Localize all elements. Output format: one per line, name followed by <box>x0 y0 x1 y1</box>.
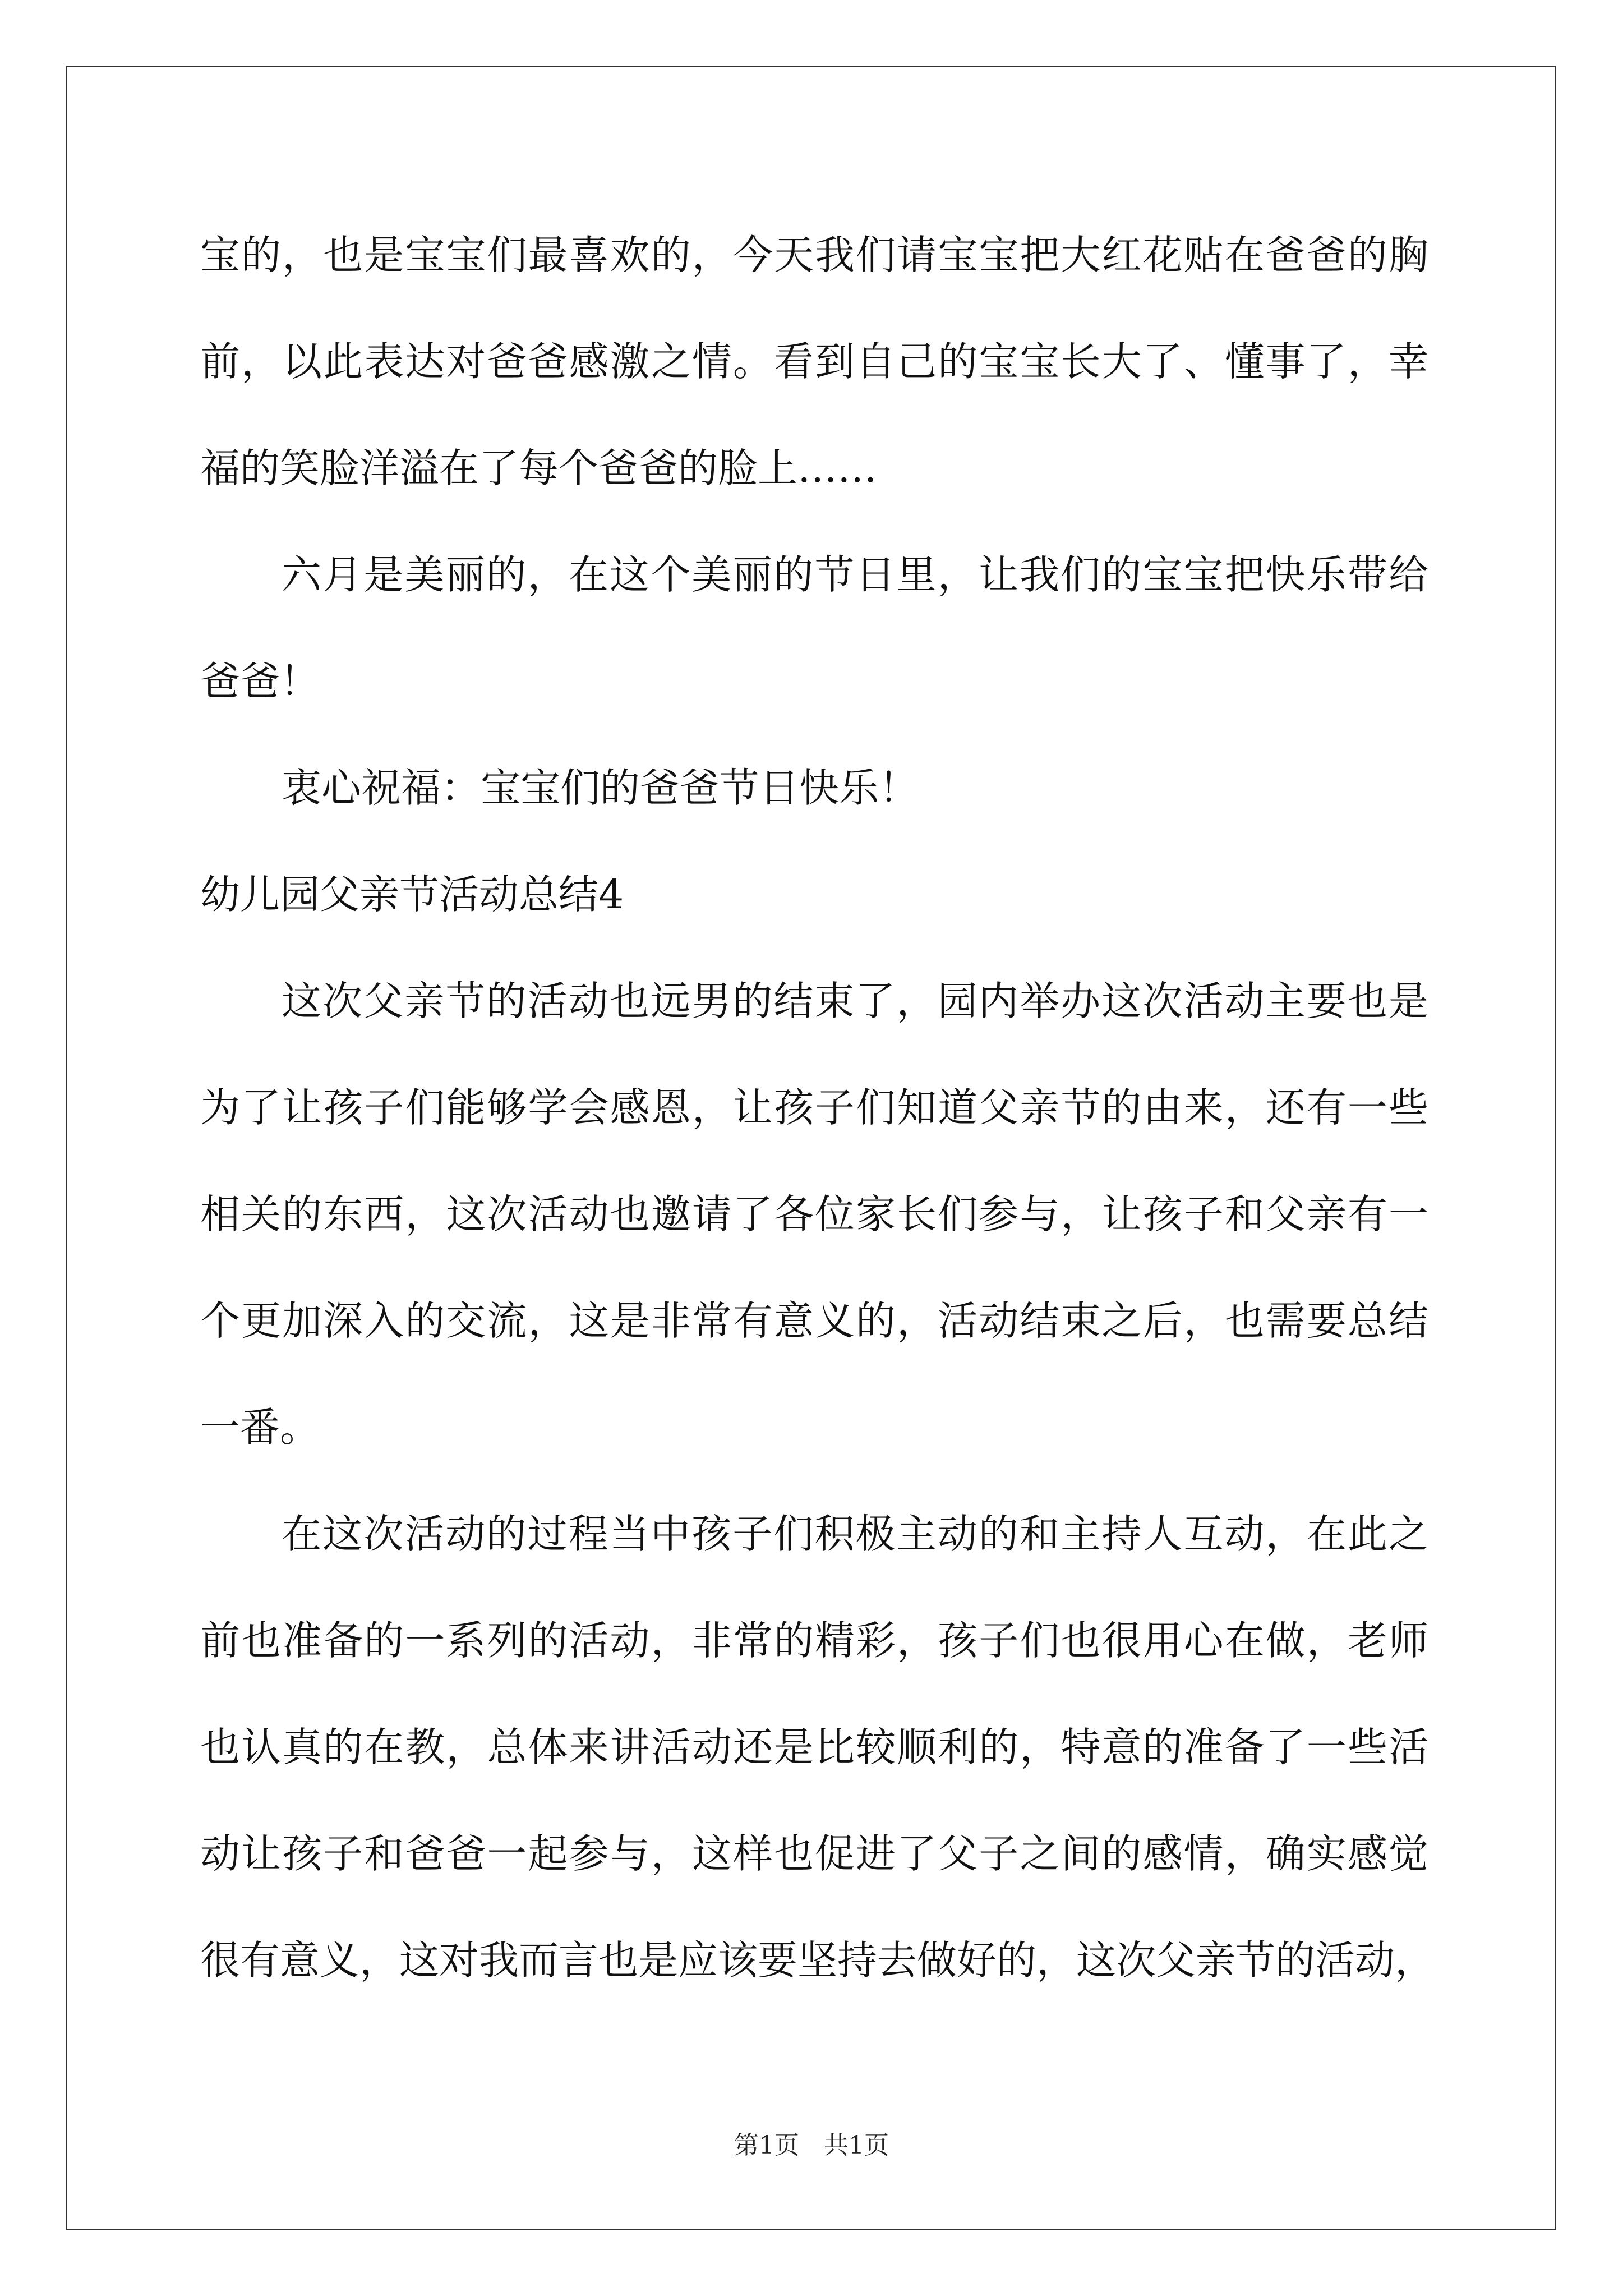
text-line: 幼儿园父亲节活动总结4 <box>200 871 624 918</box>
text-line: 一番。 <box>200 1404 320 1451</box>
text-line: 前也准备的一系列的活动，非常的精彩，孩子们也很用心在做，老师 <box>200 1617 1428 1664</box>
text-line: 在这次活动的过程当中孩子们积极主动的和主持人互动，在此之 <box>282 1511 1428 1557</box>
text-line: 爸爸！ <box>200 658 320 705</box>
document-body <box>200 202 1435 2014</box>
text-line: 衷心祝福：宝宝们的爸爸节日快乐！ <box>282 765 919 811</box>
text-line: 福的笑脸洋溢在了每个爸爸的脸上…… <box>200 445 878 491</box>
text-line: 个更加深入的交流，这是非常有意义的，活动结束之后，也需要总结 <box>200 1297 1428 1344</box>
page-footer: 第1页 共1页 <box>734 2131 889 2160</box>
text-line: 宝的，也是宝宝们最喜欢的，今天我们请宝宝把大红花贴在爸爸的胸 <box>200 232 1428 278</box>
text-line: 也认真的在教，总体来讲活动还是比较顺利的，特意的准备了一些活 <box>200 1724 1428 1770</box>
text-line: 相关的东西，这次活动也邀请了各位家长们参与，让孩子和父亲有一 <box>200 1191 1428 1237</box>
text-line: 六月是美丽的，在这个美丽的节日里，让我们的宝宝把快乐带给 <box>282 551 1428 598</box>
text-line: 这次父亲节的活动也远男的结束了，园内举办这次活动主要也是 <box>282 978 1428 1024</box>
text-line: 动让孩子和爸爸一起参与，这样也促进了父子之间的感情，确实感觉 <box>200 1830 1428 1877</box>
text-line: 很有意义，这对我而言也是应该要坚持去做好的，这次父亲节的活动， <box>200 1937 1435 1984</box>
text-line: 为了让孩子们能够学会感恩，让孩子们知道父亲节的由来，还有一些 <box>200 1084 1428 1131</box>
text-line: 前，以此表达对爸爸感激之情。看到自己的宝宝长大了、懂事了，幸 <box>200 338 1428 385</box>
